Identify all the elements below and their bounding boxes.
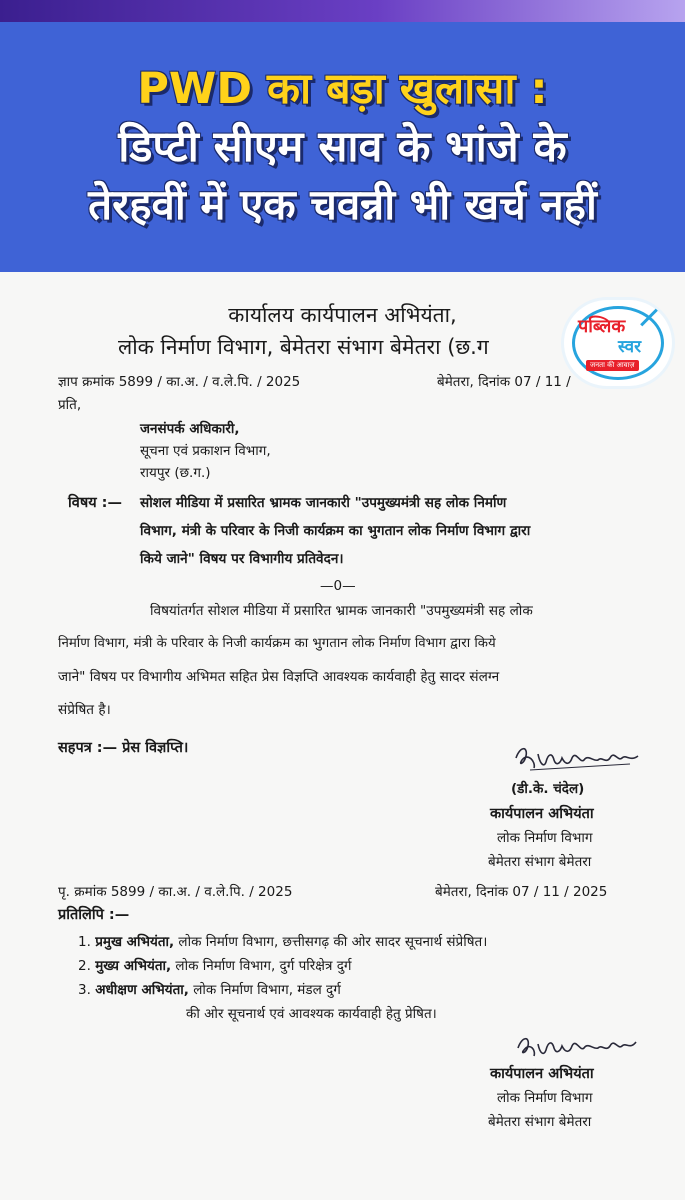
body-line-3: जाने" विषय पर विभागीय अभिमत सहित प्रेस विज्ञप्ति आवश्यक कार्यवाही हेतु सादर संलग्न (58, 669, 500, 685)
body-line-2: निर्माण विभाग, मंत्री के परिवार के निजी कार्यक्रम का भुगतान लोक निर्माण विभाग द्वारा किये (58, 636, 496, 651)
place-date: बेमेतरा, दिनांक 07 / 11 / (437, 374, 571, 390)
copy-item-title: मुख्य अभियंता, (95, 958, 172, 974)
subject-line-1: सोशल मीडिया में प्रसारित भ्रामक जानकारी "उपमुख्यमंत्री सह लोक निर्माण (140, 495, 507, 511)
copy-item-text: लोक निर्माण विभाग, दुर्ग परिक्षेत्र दुर्ग (171, 958, 352, 974)
copy-item-title: प्रमुख अभियंता, (95, 934, 175, 950)
separator: —0— (320, 578, 356, 594)
headline-banner (0, 22, 685, 272)
copy-place-date: बेमेतरा, दिनांक 07 / 11 / 2025 (435, 884, 608, 900)
office-title-line-1: कार्यालय कार्यपालन अभियंता, (228, 303, 457, 327)
body-line-1: विषयांतर्गत सोशल मीडिया में प्रसारित भ्रामक जानकारी "उपमुख्यमंत्री सह लोक (150, 603, 533, 619)
copy-item-1 (78, 932, 487, 950)
subject-label: विषय :— (68, 495, 122, 511)
signatory-designation: कार्यपालन अभियंता (490, 806, 594, 822)
copy-item-number: 1. (78, 934, 91, 950)
signatory-place: बेमेतरा संभाग बेमेतरा (488, 854, 592, 870)
recipient-line-1: जनसंपर्क अधिकारी, (140, 421, 240, 437)
copy-item-number: 3. (78, 982, 91, 998)
reference-number: ज्ञाप क्रमांक 5899 / का.अ. / व.ले.पि. / 2025 (58, 374, 301, 390)
signatory-name: (डी.के. चंदेल) (511, 781, 585, 797)
copy-item-number: 2. (78, 958, 91, 974)
top-gradient-strip (0, 0, 685, 22)
copy-label: प्रतिलिपि :— (58, 907, 130, 923)
signature-2 (512, 1028, 642, 1064)
subject-line-3: किये जाने" विषय पर विभागीय प्रतिवेदन। (140, 551, 344, 567)
copy-reference-number: पृ. क्रमांक 5899 / का.अ. / व.ले.पि. / 2025 (58, 884, 293, 900)
headline-line-2: डिप्टी सीएम साव के भांजे के (118, 122, 567, 172)
body-line-4: संप्रेषित है। (58, 702, 111, 718)
recipient-line-2: सूचना एवं प्रकाशन विभाग, (140, 443, 271, 459)
copy-signatory-designation: कार्यपालन अभियंता (490, 1066, 594, 1082)
copy-item-text: लोक निर्माण विभाग, मंडल दुर्ग (188, 982, 341, 998)
copy-signatory-dept: लोक निर्माण विभाग (497, 1090, 593, 1106)
copy-item-text: लोक निर्माण विभाग, छत्तीसगढ़ की ओर सादर सूचनार्थ संप्रेषित। (174, 934, 488, 950)
signatory-dept: लोक निर्माण विभाग (497, 830, 593, 846)
enclosure: सहपत्र :— प्रेस विज्ञप्ति। (58, 740, 189, 756)
headline-line-3: तेरहवीं में एक चवन्नी भी खर्च नहीं (88, 180, 597, 229)
subject-line-2: विभाग, मंत्री के परिवार के निजी कार्यक्रम का भुगतान लोक निर्माण विभाग द्वारा (140, 523, 531, 539)
copy-item-2 (78, 956, 351, 974)
logo-text-part2: स्वर (618, 337, 642, 357)
headline-line-1: PWD का बड़ा खुलासा : (137, 64, 548, 114)
copy-item-3 (78, 980, 341, 998)
prati-label: प्रति, (58, 397, 82, 413)
copy-closing: की ओर सूचनार्थ एवं आवश्यक कार्यवाही हेतु प्रेषित। (186, 1006, 437, 1022)
copy-item-title: अधीक्षण अभियंता, (95, 982, 189, 998)
logo-tagline: जनता की आवाज़ (586, 360, 639, 371)
signature-1 (510, 740, 650, 780)
recipient-line-3: रायपुर (छ.ग.) (140, 465, 211, 481)
logo-text-part1: पब्लिक (578, 316, 626, 337)
office-title-line-2: लोक निर्माण विभाग, बेमेतरा संभाग बेमेतरा (छ.ग (118, 335, 489, 359)
public-swar-logo (564, 300, 672, 386)
copy-signatory-place: बेमेतरा संभाग बेमेतरा (488, 1114, 592, 1130)
